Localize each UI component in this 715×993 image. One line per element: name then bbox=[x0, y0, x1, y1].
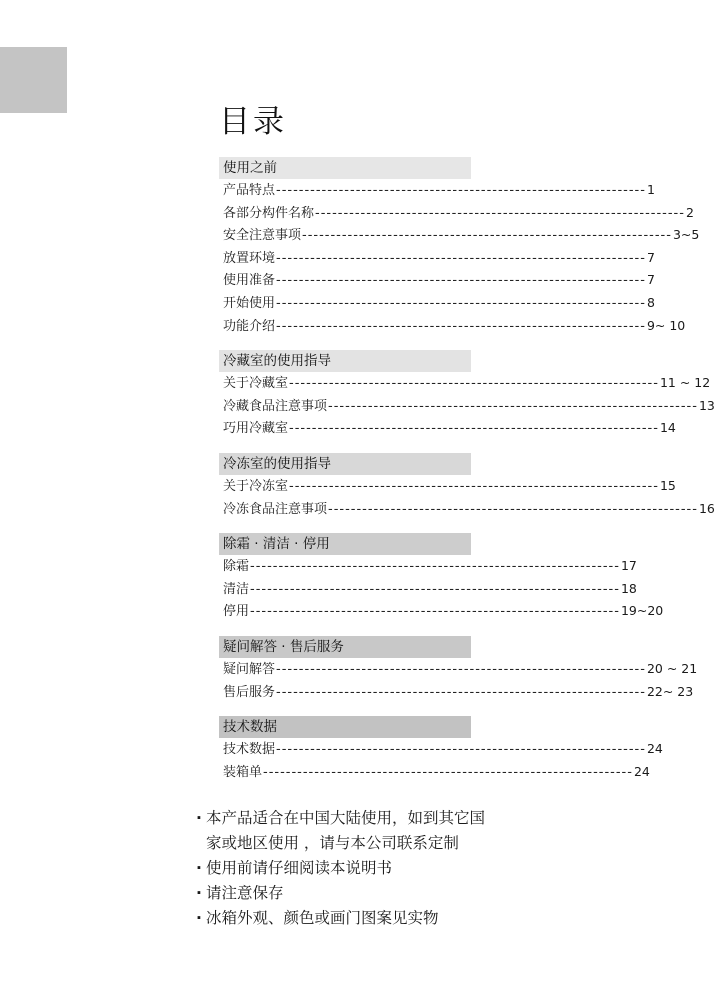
entry-page: 8 bbox=[646, 294, 655, 310]
entry-page: 14 bbox=[659, 420, 676, 436]
entry-page: 11 ~ 12 bbox=[659, 375, 711, 391]
entry-page: 3~5 bbox=[672, 227, 700, 243]
dot-leader: ----------------------------------------------------------------- bbox=[276, 661, 646, 677]
entry-title: 各部分构件名称 bbox=[223, 205, 315, 221]
note-text: 家或地区使用 ，请与本公司联系定制 bbox=[206, 834, 459, 852]
entry-title: 产品特点 bbox=[223, 183, 276, 198]
entry-page: 9~ 10 bbox=[646, 317, 686, 333]
toc-entry[interactable] bbox=[219, 498, 715, 521]
entry-title: 巧用冷藏室 bbox=[223, 421, 289, 437]
dot-leader: ----------------------------------------------------------------- bbox=[328, 501, 698, 517]
entry-title: 冷冻食品注意事项 bbox=[223, 501, 328, 517]
note-text: 使用前请仔细阅读本说明书 bbox=[206, 859, 393, 877]
entry-page: 18 bbox=[620, 580, 637, 596]
note-continuation bbox=[196, 831, 536, 856]
entry-page: 2 bbox=[685, 204, 694, 220]
entry-title: 开始使用 bbox=[223, 295, 276, 311]
toc-entry[interactable] bbox=[219, 224, 700, 247]
entry-page: 7 bbox=[646, 249, 655, 265]
entry-title: 关于冷藏室 bbox=[223, 376, 289, 392]
entry-page: 24 bbox=[646, 741, 663, 757]
entry-title: 清洁 bbox=[223, 581, 250, 597]
entry-page: 22~ 23 bbox=[646, 683, 694, 699]
entry-page: 13 bbox=[698, 397, 715, 413]
section-header: 冷冻室的使用指导 bbox=[219, 453, 471, 475]
dot-leader: ----------------------------------------------------------------- bbox=[289, 421, 659, 437]
note-text: 冰箱外观、颜色或画门图案见实物 bbox=[206, 909, 439, 927]
toc-entry[interactable] bbox=[219, 292, 655, 315]
toc-entry[interactable] bbox=[219, 247, 655, 270]
entry-page: 20 ~ 21 bbox=[646, 660, 698, 676]
dot-leader: ----------------------------------------------------------------- bbox=[276, 318, 646, 334]
toc-section-refrigerator bbox=[219, 350, 715, 440]
dot-leader: ----------------------------------------------------------------- bbox=[250, 559, 620, 575]
entry-title: 放置环境 bbox=[223, 250, 276, 266]
entry-page: 19~20 bbox=[620, 603, 664, 619]
entry-page: 17 bbox=[620, 558, 637, 574]
entry-title: 除霜 bbox=[223, 559, 250, 575]
toc-entry[interactable] bbox=[219, 475, 676, 498]
toc-entry[interactable] bbox=[219, 761, 650, 784]
entry-title: 疑问解答 bbox=[223, 661, 276, 677]
note-item bbox=[196, 906, 536, 931]
usage-notes bbox=[196, 806, 536, 931]
entry-title: 安全注意事项 bbox=[223, 228, 302, 244]
dot-leader: ----------------------------------------------------------------- bbox=[276, 742, 646, 758]
dot-leader: ----------------------------------------------------------------- bbox=[315, 205, 685, 221]
toc-entry[interactable] bbox=[219, 555, 637, 578]
dot-leader: ----------------------------------------------------------------- bbox=[289, 376, 659, 392]
dot-leader: ----------------------------------------------------------------- bbox=[276, 295, 646, 311]
entry-title: 停用 bbox=[223, 604, 250, 620]
entry-title: 关于冷冻室 bbox=[223, 478, 289, 494]
entry-page: 24 bbox=[633, 763, 650, 779]
entry-title: 售后服务 bbox=[223, 684, 276, 700]
toc-section-technical-data bbox=[219, 716, 663, 783]
dot-leader: ----------------------------------------------------------------- bbox=[250, 604, 620, 620]
section-header: 冷藏室的使用指导 bbox=[219, 350, 471, 372]
toc-entry[interactable] bbox=[219, 738, 663, 761]
toc-entry[interactable] bbox=[219, 600, 664, 623]
toc-entry[interactable] bbox=[219, 202, 694, 225]
bullet-dot: · bbox=[196, 909, 202, 927]
entry-title: 使用准备 bbox=[223, 273, 276, 289]
dot-leader: ----------------------------------------------------------------- bbox=[276, 250, 646, 266]
toc-section-faq-service bbox=[219, 636, 698, 703]
dot-leader: ----------------------------------------------------------------- bbox=[289, 478, 659, 494]
note-text: 本产品适合在中国大陆使用，如到其它国 bbox=[206, 809, 486, 827]
dot-leader: ----------------------------------------------------------------- bbox=[276, 273, 646, 289]
note-item bbox=[196, 856, 536, 881]
toc-entry[interactable] bbox=[219, 315, 686, 338]
dot-leader: ----------------------------------------------------------------- bbox=[302, 228, 672, 244]
toc-section-freezer bbox=[219, 453, 715, 520]
entry-page: 7 bbox=[646, 272, 655, 288]
section-header: 除霜 · 清洁 · 停用 bbox=[219, 533, 471, 555]
entry-title: 装箱单 bbox=[223, 764, 263, 780]
dot-leader: ----------------------------------------------------------------- bbox=[328, 398, 698, 414]
dot-leader: ----------------------------------------------------------------- bbox=[250, 581, 620, 597]
entry-title: 技术数据 bbox=[223, 742, 276, 758]
note-item bbox=[196, 881, 536, 906]
dot-leader: ----------------------------------------------------------------- bbox=[276, 183, 646, 198]
dot-leader: ----------------------------------------------------------------- bbox=[276, 684, 646, 700]
bullet-dot: · bbox=[196, 859, 202, 877]
entry-page: 1 bbox=[646, 182, 655, 197]
toc-section-before-use bbox=[219, 157, 700, 337]
toc-entry[interactable] bbox=[219, 372, 711, 395]
toc-entry[interactable] bbox=[219, 269, 655, 292]
toc-entry[interactable] bbox=[219, 578, 637, 601]
table-of-contents bbox=[219, 157, 715, 796]
note-item bbox=[196, 806, 536, 831]
entry-page: 16 bbox=[698, 500, 715, 516]
toc-entry[interactable] bbox=[219, 395, 715, 418]
toc-entry[interactable] bbox=[219, 179, 655, 202]
entry-title: 冷藏食品注意事项 bbox=[223, 398, 328, 414]
toc-section-defrost-clean-stop bbox=[219, 533, 664, 623]
corner-tab bbox=[0, 47, 67, 113]
section-header: 使用之前 bbox=[219, 157, 471, 179]
section-header: 疑问解答 · 售后服务 bbox=[219, 636, 471, 658]
bullet-dot: · bbox=[196, 809, 202, 827]
bullet-dot: · bbox=[196, 884, 202, 902]
section-header: 技术数据 bbox=[219, 716, 471, 738]
entry-page: 15 bbox=[659, 477, 676, 493]
page-title: 目录 bbox=[219, 104, 287, 140]
note-text: 请注意保存 bbox=[206, 884, 284, 902]
toc-entry[interactable] bbox=[219, 658, 698, 681]
toc-entry[interactable] bbox=[219, 681, 694, 704]
entry-title: 功能介绍 bbox=[223, 318, 276, 334]
dot-leader: ----------------------------------------------------------------- bbox=[263, 764, 633, 780]
toc-entry[interactable] bbox=[219, 417, 676, 440]
